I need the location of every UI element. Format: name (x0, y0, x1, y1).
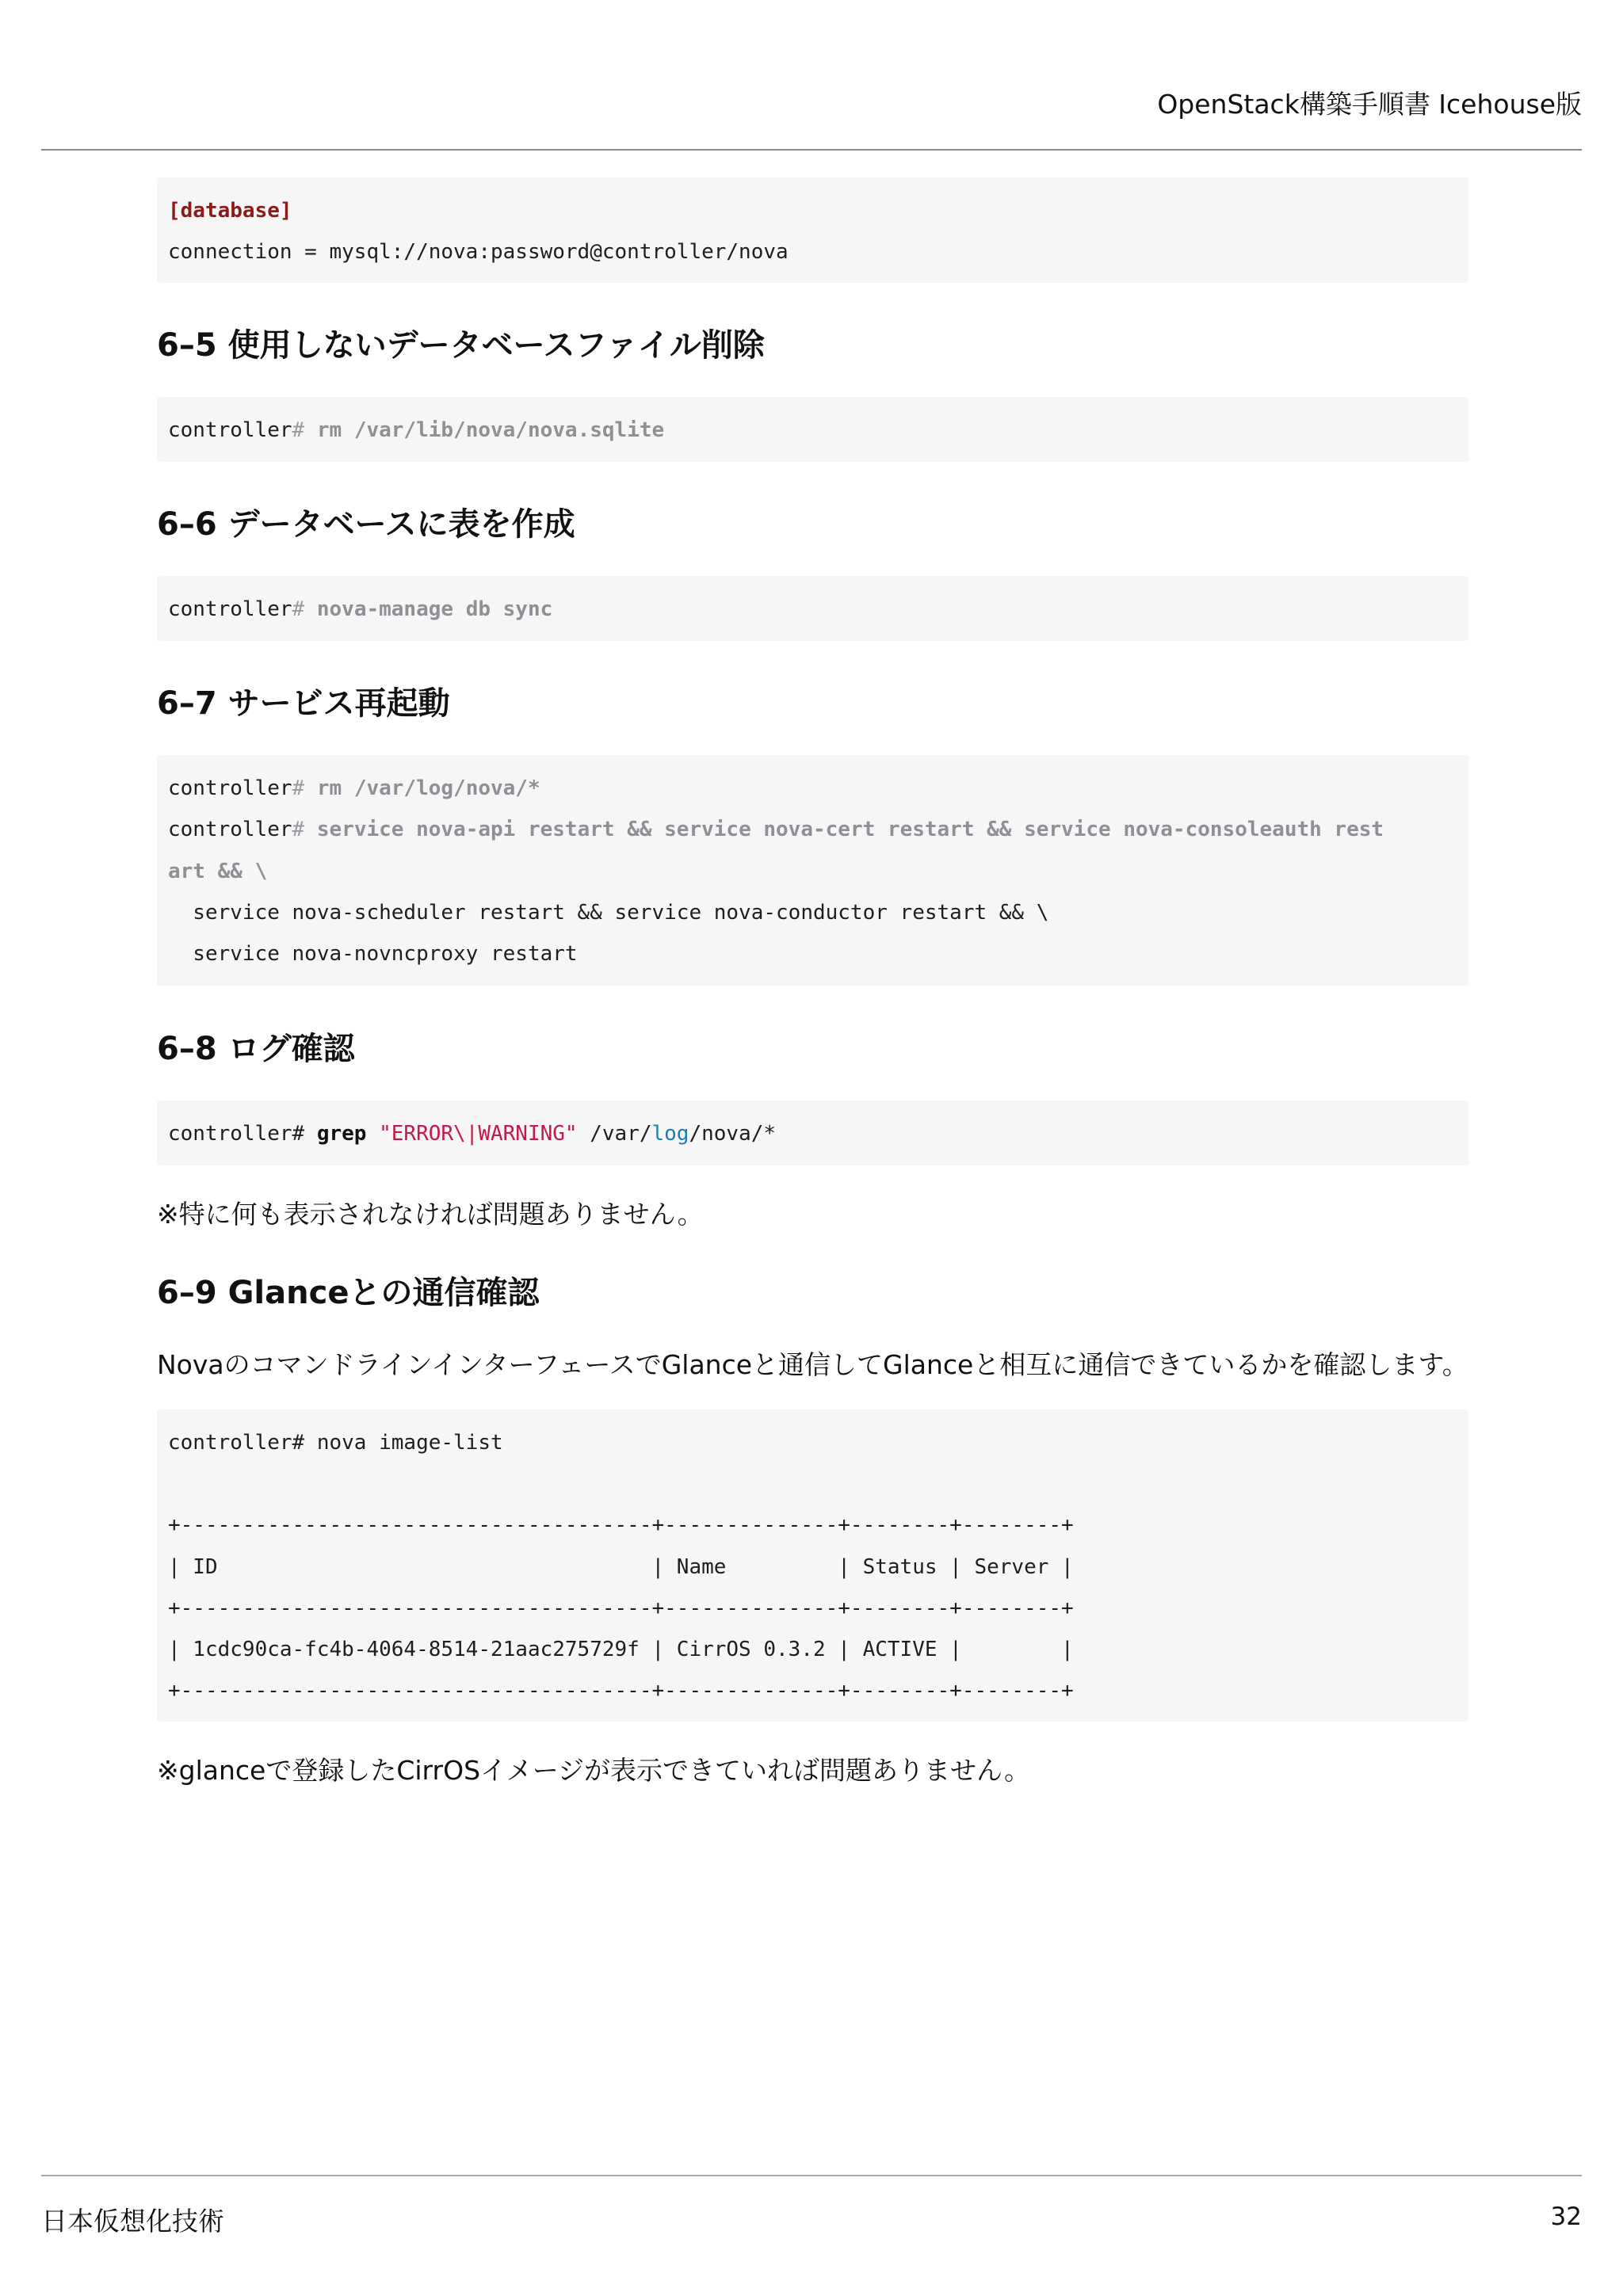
footer-company: 日本仮想化技術 (41, 2206, 224, 2237)
table-header: | ID | Name | Status | Server | (168, 1555, 1074, 1579)
space (366, 1122, 379, 1146)
heading-6-5: 6–5 使用しないデータベースファイル削除 (157, 327, 765, 364)
ini-section: [database] (168, 199, 292, 223)
path-log: log (651, 1122, 689, 1146)
code-block-6-7 (157, 755, 1468, 986)
header-rule (41, 149, 1582, 151)
table-row: | 1cdc90ca-fc4b-4064-8514-21aac275729f | CirrOS 0.3.2 | ACTIVE | | (168, 1638, 1074, 1661)
code-block-6-5 (157, 397, 1468, 462)
code-line-section (168, 197, 292, 224)
code-line (168, 596, 552, 623)
heading-6-8: 6–8 ログ確認 (157, 1031, 355, 1067)
shell-prompt: controller# (168, 1122, 317, 1146)
code-line-connection: connection = mysql://nova:password@controller/nova (168, 240, 789, 264)
footer-rule (41, 2175, 1582, 2176)
table-border: +--------------------------------------+--------------+--------+--------+ (168, 1596, 1074, 1620)
intro-6-9: NovaのコマンドラインインターフェースでGlanceと通信してGlanceと相互に通信できているかを確認します。 (157, 1349, 1468, 1380)
code-line (168, 775, 540, 802)
code-block-6-6 (157, 576, 1468, 641)
shell-prompt: controller (168, 818, 292, 841)
prompt-hash: # (292, 776, 305, 800)
path-part: /var/ (577, 1122, 652, 1146)
code-block-database (157, 177, 1468, 283)
shell-prompt: controller (168, 597, 292, 621)
note-6-8: ※特に何も表示されなければ問題ありません。 (157, 1199, 704, 1230)
path-part: /nova/* (689, 1122, 777, 1146)
prompt-hash: # (292, 418, 305, 442)
code-line (168, 816, 1384, 843)
code-line: service nova-novncproxy restart (168, 942, 578, 966)
heading-6-9: 6–9 Glanceとの通信確認 (157, 1275, 540, 1311)
shell-prompt: controller (168, 776, 292, 800)
heading-6-6: 6–6 データベースに表を作成 (157, 506, 575, 543)
code-line: service nova-scheduler restart && service nova-conductor restart && \ (168, 901, 1049, 925)
shell-command: rm /var/log/nova/* (304, 776, 540, 800)
code-block-6-9 (157, 1409, 1468, 1722)
document-title: OpenStack構築手順書 Icehouse版 (1157, 89, 1582, 120)
code-line (168, 858, 267, 885)
grep-keyword: grep (316, 1122, 367, 1146)
shell-command: service nova-api restart && service nova-cert restart && service nova-consoleauth rest (304, 818, 1384, 841)
page-number: 32 (1550, 2203, 1582, 2231)
shell-command-continuation: art && \ (168, 860, 268, 883)
note-6-9: ※glanceで登録したCirrOSイメージが表示できていれば問題ありません。 (157, 1755, 1031, 1786)
grep-pattern: "ERROR\|WARNING" (379, 1122, 578, 1146)
code-line-command: controller# nova image-list (168, 1431, 503, 1455)
shell-command: nova-manage db sync (304, 597, 553, 621)
prompt-hash: # (292, 818, 305, 841)
table-border: +--------------------------------------+--------------+--------+--------+ (168, 1513, 1074, 1537)
table-border: +--------------------------------------+--------------+--------+--------+ (168, 1679, 1074, 1703)
code-block-6-8 (157, 1100, 1468, 1165)
code-line (168, 417, 664, 444)
shell-command: rm /var/lib/nova/nova.sqlite (304, 418, 665, 442)
code-line (168, 1120, 776, 1147)
heading-6-7: 6–7 サービス再起動 (157, 685, 450, 722)
shell-prompt: controller (168, 418, 292, 442)
prompt-hash: # (292, 597, 305, 621)
